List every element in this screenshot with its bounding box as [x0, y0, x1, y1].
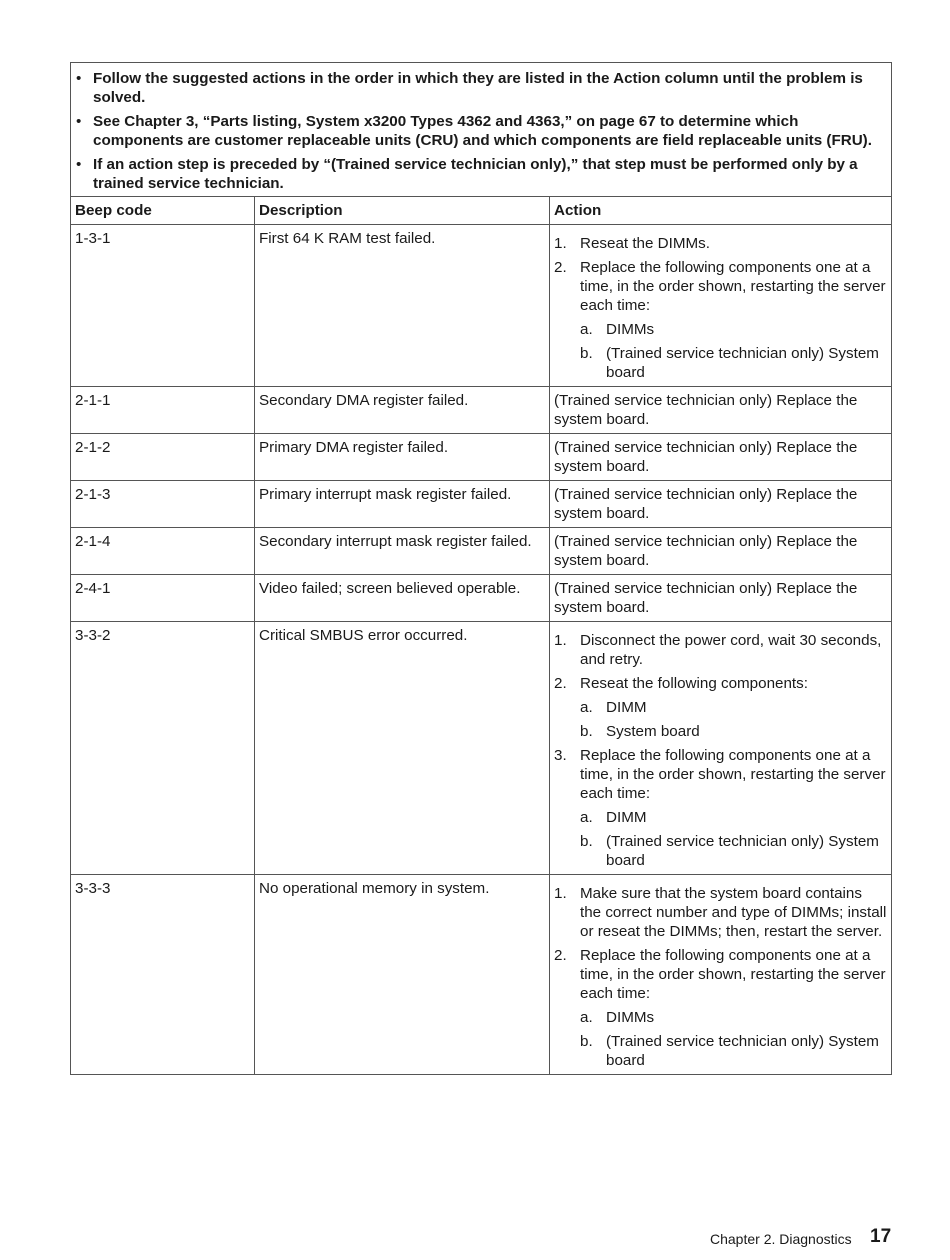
sub-step: [580, 832, 887, 870]
action-text: (Trained service technician only) Replace the system board.: [554, 392, 858, 428]
sub-step: [580, 344, 887, 382]
sub-step-text: DIMMs: [606, 1009, 655, 1026]
sub-step: [580, 1008, 887, 1027]
sub-step-text: (Trained service technician only) System board: [606, 833, 879, 869]
action-cell: [550, 575, 892, 622]
note-item: • See Chapter 3, “Parts listing, System x3200 Types 4362 and 4363,” on page 67 to determine which components are customer replaceable units (CRU) and which components are field replaceable units (FRU).: [75, 112, 883, 150]
table-row: [71, 528, 892, 575]
action-cell: [550, 528, 892, 575]
sub-step-letter: a.: [580, 699, 593, 716]
table-row: [71, 875, 892, 1075]
sub-step-letter: a.: [580, 321, 593, 338]
action-step: [554, 946, 887, 1070]
action-cell: [550, 434, 892, 481]
action-text: (Trained service technician only) Replace the system board.: [554, 439, 858, 475]
action-step: [554, 258, 887, 382]
sub-step-text: DIMMs: [606, 321, 655, 338]
page-number: 17: [870, 1226, 892, 1247]
action-text: (Trained service technician only) Replace the system board.: [554, 486, 858, 522]
action-steps: [554, 234, 887, 382]
step-text: Replace the following components one at a time, in the order shown, restarting the server each time:: [580, 259, 886, 314]
action-steps: [554, 884, 887, 1070]
action-step: [554, 631, 887, 669]
action-step: [554, 746, 887, 870]
sub-step-text: System board: [606, 723, 700, 740]
beep-code-cell: 1-3-1: [71, 225, 255, 387]
step-number: 1.: [554, 885, 567, 902]
sub-step: [580, 1032, 887, 1070]
action-cell: [550, 387, 892, 434]
table-row: [71, 225, 892, 387]
description-cell: Critical SMBUS error occurred.: [255, 622, 550, 875]
step-text: Disconnect the power cord, wait 30 seconds, and retry.: [580, 632, 882, 668]
beep-code-cell: 2-1-4: [71, 528, 255, 575]
notes-cell: [71, 63, 892, 197]
step-number: 3.: [554, 747, 567, 764]
description-cell: Primary DMA register failed.: [255, 434, 550, 481]
sub-steps: [580, 808, 887, 870]
step-text: Replace the following components one at a time, in the order shown, restarting the server each time:: [580, 947, 886, 1002]
step-text: Make sure that the system board contains the correct number and type of DIMMs; install or reseat the DIMMs; then, restart the server.: [580, 885, 887, 940]
step-text: Replace the following components one at a time, in the order shown, restarting the server each time:: [580, 747, 886, 802]
footer-chapter: Chapter 2. Diagnostics: [710, 1231, 852, 1247]
sub-step-letter: a.: [580, 809, 593, 826]
table-row: [71, 434, 892, 481]
sub-step-text: DIMM: [606, 699, 647, 716]
action-step: [554, 674, 887, 741]
header-row: [71, 197, 892, 225]
notes-list: [75, 69, 883, 193]
table-row: [71, 622, 892, 875]
sub-step-letter: b.: [580, 345, 593, 362]
action-cell: [550, 875, 892, 1075]
sub-steps: [580, 1008, 887, 1070]
sub-step-letter: b.: [580, 1033, 593, 1050]
table-row: [71, 575, 892, 622]
action-steps: [554, 631, 887, 870]
sub-step-text: DIMM: [606, 809, 647, 826]
note-item: • Follow the suggested actions in the order in which they are listed in the Action column until the problem is solved.: [75, 69, 883, 107]
step-number: 2.: [554, 259, 567, 276]
action-text: (Trained service technician only) Replace the system board.: [554, 580, 858, 616]
beep-code-cell: 2-1-2: [71, 434, 255, 481]
step-text: Reseat the following components:: [580, 675, 808, 692]
beep-code-cell: 3-3-3: [71, 875, 255, 1075]
beep-code-cell: 2-1-3: [71, 481, 255, 528]
step-number: 1.: [554, 235, 567, 252]
table-row: [71, 387, 892, 434]
sub-steps: [580, 320, 887, 382]
description-cell: Video failed; screen believed operable.: [255, 575, 550, 622]
description-cell: Secondary DMA register failed.: [255, 387, 550, 434]
table-body: [71, 63, 892, 1075]
sub-step: [580, 320, 887, 339]
sub-step-letter: b.: [580, 833, 593, 850]
sub-steps: [580, 698, 887, 741]
description-cell: No operational memory in system.: [255, 875, 550, 1075]
beep-code-cell: 2-1-1: [71, 387, 255, 434]
step-number: 2.: [554, 947, 567, 964]
step-number: 1.: [554, 632, 567, 649]
description-cell: First 64 K RAM test failed.: [255, 225, 550, 387]
step-text: Reseat the DIMMs.: [580, 235, 710, 252]
sub-step: [580, 808, 887, 827]
description-cell: Primary interrupt mask register failed.: [255, 481, 550, 528]
header-beep-code: Beep code: [71, 197, 255, 225]
sub-step: [580, 698, 887, 717]
notes-row: [71, 63, 892, 197]
beep-code-cell: 3-3-2: [71, 622, 255, 875]
action-cell: [550, 481, 892, 528]
action-text: (Trained service technician only) Replace the system board.: [554, 533, 858, 569]
step-number: 2.: [554, 675, 567, 692]
beep-code-table: [70, 62, 892, 1075]
action-cell: [550, 622, 892, 875]
sub-step-text: (Trained service technician only) System board: [606, 345, 879, 381]
sub-step: [580, 722, 887, 741]
description-cell: Secondary interrupt mask register failed.: [255, 528, 550, 575]
table-row: [71, 481, 892, 528]
note-item: • If an action step is preceded by “(Trained service technician only),” that step must be performed only by a trained service technician.: [75, 155, 883, 193]
sub-step-letter: b.: [580, 723, 593, 740]
sub-step-letter: a.: [580, 1009, 593, 1026]
sub-step-text: (Trained service technician only) System board: [606, 1033, 879, 1069]
action-step: [554, 884, 887, 941]
header-description: Description: [255, 197, 550, 225]
action-cell: [550, 225, 892, 387]
action-step: [554, 234, 887, 253]
header-action: Action: [550, 197, 892, 225]
beep-code-cell: 2-4-1: [71, 575, 255, 622]
